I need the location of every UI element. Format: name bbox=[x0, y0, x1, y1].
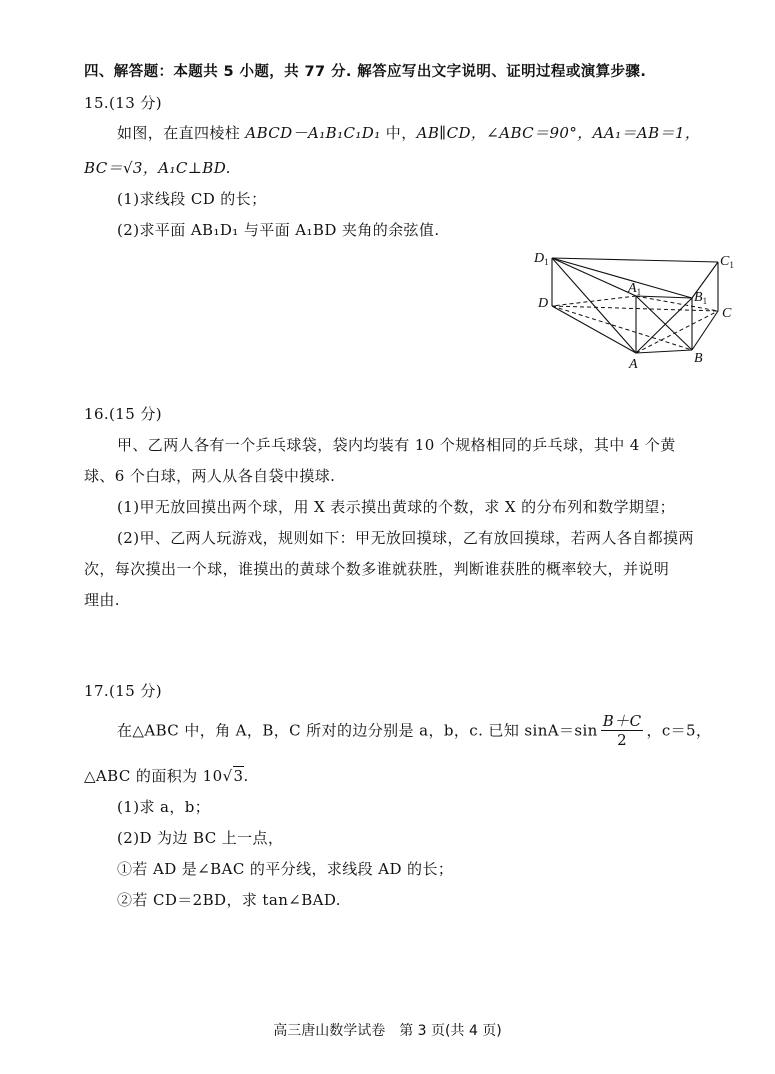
edge-da bbox=[552, 306, 636, 353]
q16-stem-line-2: 球、6 个白球，两人从各自袋中摸球. bbox=[84, 467, 336, 485]
q16-subquestion-2-line-1: (2)甲、乙两人玩游戏，规则如下：甲无放回摸球，乙有放回摸球，若两人各自都摸两 bbox=[117, 529, 694, 547]
q15-stem bbox=[117, 122, 700, 143]
q15-condition-1: AB∥CD，∠ABC＝90°，AA₁＝AB＝1， bbox=[416, 124, 701, 142]
q16-subquestion-2-line-3: 理由. bbox=[84, 591, 120, 609]
q17-area-end: . bbox=[243, 767, 249, 785]
label-d1: $D_1$ bbox=[534, 251, 549, 267]
q15-subquestion-2: (2)求平面 AB₁D₁ 与平面 A₁BD 夹角的余弦值. bbox=[117, 221, 440, 239]
q16-number: 16.(15 分) bbox=[84, 405, 163, 423]
section-heading: 四、解答题：本题共 5 小题，共 77 分. 解答应写出文字说明、证明过程或演算步骤. bbox=[84, 64, 647, 80]
edge-d1a1 bbox=[552, 258, 636, 296]
q15-condition-2: BC＝√3，A₁C⊥BD. bbox=[84, 159, 231, 177]
q15-prism-name: ABCD－A₁B₁C₁D₁ bbox=[245, 124, 381, 142]
line-d1b1 bbox=[552, 258, 692, 298]
q17-fraction bbox=[601, 712, 644, 749]
line-a1b bbox=[636, 296, 692, 350]
q17-subquestion-1: (1)求 a，b； bbox=[117, 798, 211, 816]
line-ab1 bbox=[636, 298, 692, 353]
line-d1a bbox=[552, 258, 636, 353]
q15-subquestion-1: (1)求线段 CD 的长； bbox=[117, 190, 267, 208]
q15-number: 15.(13 分) bbox=[84, 94, 163, 112]
edge-ab bbox=[636, 350, 692, 353]
q17-stem-text-2: ，c＝5， bbox=[646, 721, 712, 740]
q17-area-statement: △ABC 的面积为 10√3. bbox=[84, 767, 249, 785]
q17-number: 17.(15 分) bbox=[84, 682, 163, 700]
edge-bc bbox=[692, 311, 718, 350]
line-db-hidden bbox=[552, 306, 692, 350]
q17-area-text: △ABC 的面积为 10 bbox=[84, 767, 223, 785]
page-footer: 高三唐山数学试卷 第 3 页(共 4 页) bbox=[273, 1023, 502, 1039]
edge-d1c1 bbox=[552, 258, 718, 262]
label-c1: $C_1$ bbox=[720, 254, 734, 270]
q17-stem-text: 在△ABC 中，角 A，B，C 所对的边分别是 a，b，c. 已知 sinA＝sin bbox=[117, 721, 598, 740]
label-b1: $B_1$ bbox=[694, 290, 708, 306]
label-a1: $A_1$ bbox=[628, 281, 642, 297]
label-a: A bbox=[629, 357, 638, 372]
label-c: C bbox=[722, 306, 732, 321]
prism-figure bbox=[530, 248, 740, 373]
q17-stem bbox=[117, 712, 711, 749]
q17-subquestion-2b: ②若 CD＝2BD，求 tan∠BAD. bbox=[117, 891, 341, 909]
q16-stem-line-1: 甲、乙两人各有一个乒乓球袋，袋内均装有 10 个规格相同的乒乓球，其中 4 个黄 bbox=[117, 436, 676, 454]
q16-subquestion-1: (1)甲无放回摸出两个球，用 X 表示摸出黄球的个数，求 X 的分布列和数学期望； bbox=[117, 498, 676, 516]
fraction-numerator: B＋C bbox=[602, 712, 642, 730]
q17-subquestion-2a: ①若 AD 是∠BAC 的平分线，求线段 AD 的长； bbox=[117, 860, 454, 878]
label-b: B bbox=[694, 351, 703, 366]
q15-stem-text: 如图，在直四棱柱 bbox=[117, 124, 246, 142]
fraction-denominator: 2 bbox=[617, 731, 628, 749]
q15-stem-text-2: 中， bbox=[380, 124, 417, 142]
q17-area-root: 3 bbox=[233, 767, 244, 785]
q16-subquestion-2-line-2: 次，每次摸出一个球，谁摸出的黄球个数多谁就获胜，判断谁获胜的概率较大，并说明 bbox=[84, 560, 670, 578]
line-a1d-hidden bbox=[552, 296, 636, 306]
line-ac-hidden bbox=[636, 311, 718, 353]
label-d: D bbox=[538, 296, 549, 311]
q17-subquestion-2: (2)D 为边 BC 上一点， bbox=[117, 829, 284, 847]
